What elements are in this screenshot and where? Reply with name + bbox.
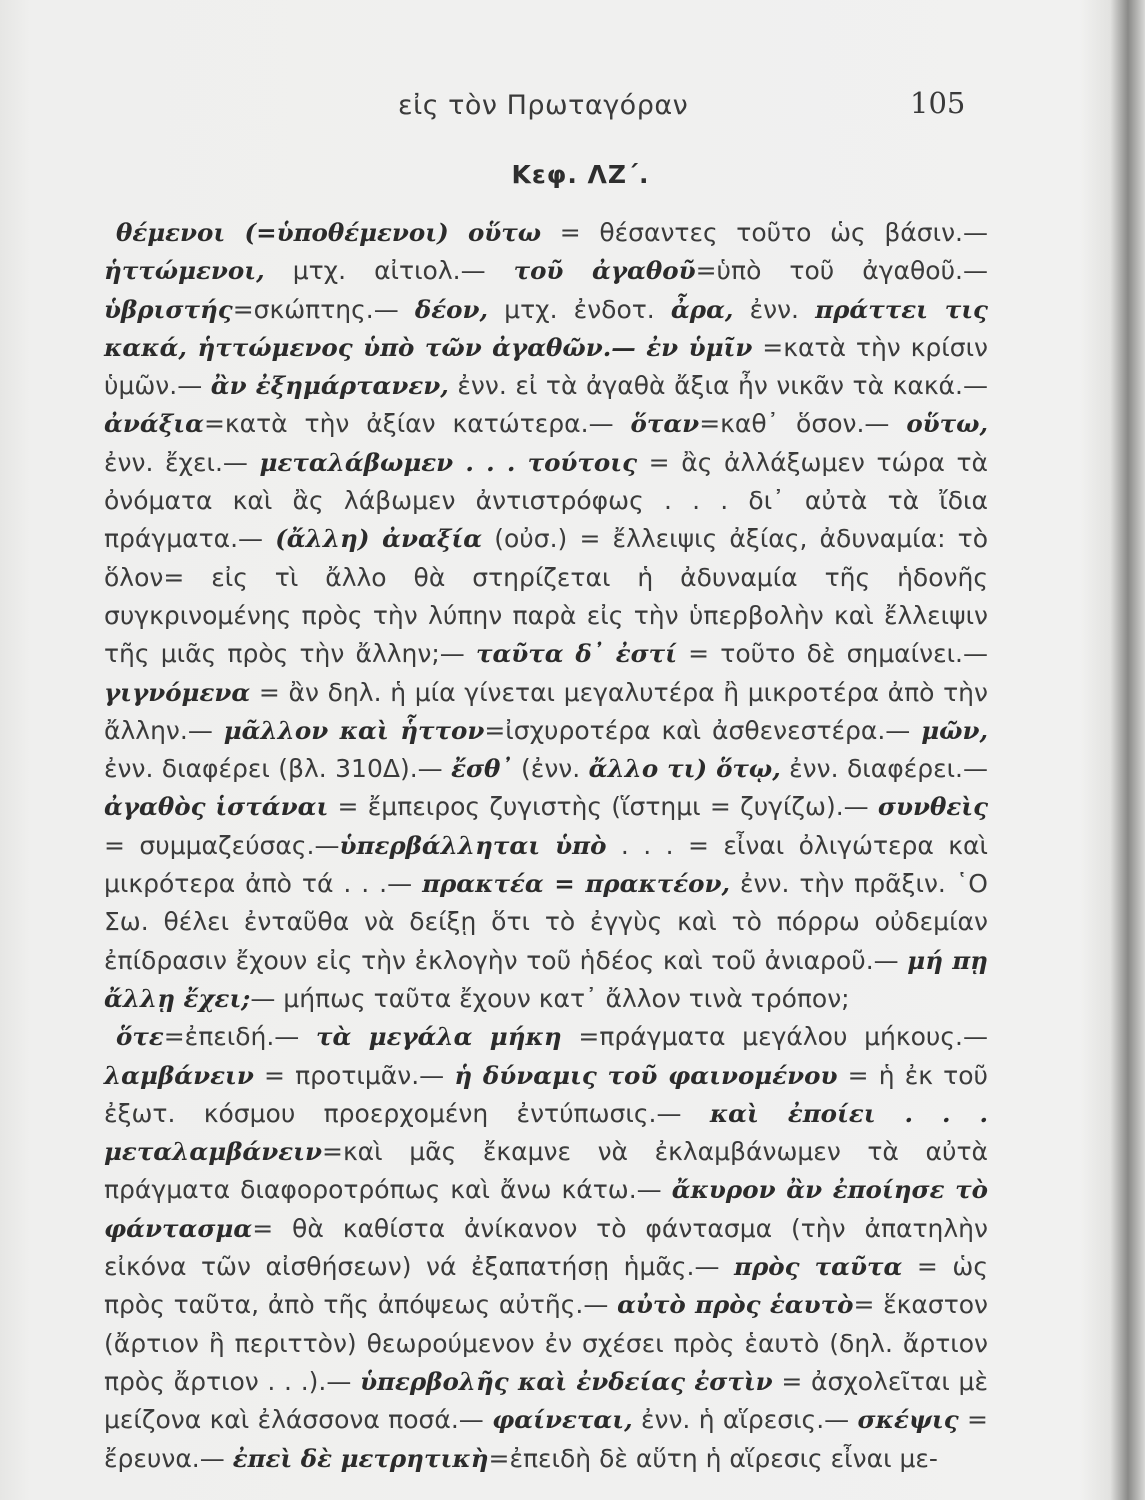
gloss-text: =καὶ μᾶς ἔκαμνε νὰ ἐκλαμβάνωμεν τὰ αὐτὰ πράγματα διαφοροτρόπως καὶ ἄνω κάτω.—	[104, 1137, 988, 1205]
lemma-term: ταῦτα δ᾽ ἐστί	[475, 639, 678, 669]
gloss-text: = ὡς πρὸς ταῦτα, ἀπὸ τῆς ἀπόψεως αὐτῆς.—	[104, 1252, 988, 1320]
gloss-text: = ἀσχολεῖται μὲ μείζονα καὶ ἐλάσσονα ποσά.—	[104, 1366, 988, 1435]
lemma-term: αὐτὸ πρὸς ἑαυτὸ	[617, 1290, 854, 1320]
gloss-text: =ἐπειδή.—	[163, 1022, 317, 1052]
gloss-text: =κατὰ τὴν ἀξίαν κατώτερα.—	[203, 409, 631, 439]
gloss-text: =κατὰ τὴν κρίσιν ὑμῶν.—	[104, 332, 988, 401]
lemma-term: φαίνεται,	[492, 1405, 633, 1435]
lemma-term: ἔσθ᾽	[451, 754, 513, 784]
gloss-text: μτχ. αἰτιολ.—	[264, 256, 514, 286]
gloss-text: — μήπως ταῦτα ἔχουν κατ᾽ ἄλλον τινὰ τρόπον;	[250, 983, 850, 1013]
gloss-text: ἐνν. διαφέρει (βλ. 310Δ).—	[104, 754, 452, 784]
lemma-term: ὅταν	[630, 409, 700, 439]
lemma-term: ἄκυρον ἂν ἐποίησε τὸ φάντασμα	[104, 1175, 988, 1243]
commentary-text	[104, 214, 988, 1478]
lemma-term: πρακτέα = πρακτέον,	[422, 869, 731, 899]
gloss-text: μτχ. ἐνδοτ.	[488, 294, 671, 324]
running-title: εἰς τὸν Πρωταγόραν	[398, 90, 689, 121]
page-number: 105	[910, 86, 966, 120]
lemma-term: ἀγαθὸς ἱστάναι	[104, 792, 329, 822]
gloss-text: = προτιμᾶν.—	[253, 1060, 455, 1090]
gloss-text: ἐνν.	[733, 294, 816, 324]
gloss-text: = θέσαντες τοῦτο ὡς βάσιν.—	[541, 218, 989, 247]
gloss-text: = ἕκαστον (ἄρτιον ἢ περιττὸν) θεωρούμενον ἐν σχέσει πρὸς ἑαυτὸ (δηλ. ἄρτιον πρὸς ἄρτιον . . .).—	[104, 1290, 989, 1396]
lemma-term: τοῦ ἀγαθοῦ	[513, 256, 696, 286]
gloss-text: . . . = εἶναι ὀλιγώτερα καὶ μικρότερα ἀπὸ τά . . .—	[104, 830, 988, 899]
gloss-text: = θὰ καθίστα ἀνίκανον τὸ φάντασμα (τὴν ἀπατηλὴν εἰκόνα τῶν αἰσθήσεων) νά ἐξαπατήσῃ ἡμᾶς.—	[104, 1213, 988, 1282]
gloss-text: = συμμαζεύσας.—	[104, 830, 340, 860]
lemma-term: πράττει τις κακά, ἡττώμενος ὑπὸ τῶν ἀγαθῶν.— ἐν ὑμῖν	[104, 294, 988, 362]
lemma-term: ἡ δύναμις τοῦ φαινομένου	[454, 1060, 838, 1090]
lemma-term: οὕτω,	[906, 409, 988, 439]
gloss-text: = τοῦτο δὲ σημαίνει.—	[677, 639, 988, 669]
paragraph	[104, 214, 988, 1018]
gloss-text: =σκώπτης.—	[232, 294, 415, 324]
gloss-text: =ἐπειδὴ δὲ αὕτη ἡ αἵρεσις εἶναι με-	[488, 1443, 938, 1473]
gloss-text: =καθ᾽ ὅσον.—	[699, 409, 907, 439]
gloss-text: ἐνν. εἰ τὰ ἀγαθὰ ἄξια ἦν νικᾶν τὰ κακά.—	[448, 371, 988, 401]
lemma-term: γιγνόμενα	[104, 677, 251, 707]
lemma-term: (ἄλλη) ἀναξία	[275, 524, 483, 554]
gloss-text: = ἡ ἐκ τοῦ ἐξωτ. κόσμου προερχομένη ἐντύπωσις.—	[104, 1060, 988, 1128]
lemma-term: μῶν,	[921, 715, 988, 745]
gloss-text: = ἔρευνα.—	[104, 1405, 988, 1473]
lemma-term: λαμβάνειν	[104, 1060, 254, 1090]
gloss-text: = ἂν δηλ. ἡ μία γίνεται μεγαλυτέρα ἢ μικροτέρα ἀπὸ τὴν ἄλλην.—	[104, 677, 988, 745]
lemma-term: συνθεὶς	[877, 792, 988, 822]
lemma-term: ὅτε	[116, 1022, 164, 1052]
paragraph	[104, 1018, 988, 1478]
lemma-term: μή πῃ ἄλλῃ ἔχει;	[104, 945, 988, 1013]
lemma-term: θέμενοι (=ὑποθέμενοι) οὕτω	[116, 218, 542, 247]
lemma-term: ἆρα,	[670, 294, 734, 324]
gloss-text: (οὐσ.) = ἔλλειψις ἀξίας, ἀδυναμία: τὸ ὅλον= εἰς τὶ ἄλλο θὰ στηρίζεται ἡ ἀδυναμία τῆς ἡδονῆς συγκρινομένης πρὸς τὴν λύπην παρὰ εἰς τὴν ὑπερβολὴν καὶ ἔλλειψιν τῆς μιᾶς πρὸς τὴν ἄλλην;—	[104, 524, 988, 669]
lemma-term: ὑπερβάλληται ὑπὸ	[339, 830, 607, 860]
gloss-text: =ἰσχυροτέρα καὶ ἀσθενεστέρα.—	[484, 715, 922, 745]
lemma-term: ἂν ἐξημάρτανεν,	[210, 371, 449, 401]
lemma-term: πρὸς ταῦτα	[734, 1252, 903, 1282]
lemma-term: τὰ μεγάλα μήκη	[316, 1022, 562, 1052]
gloss-text: = ἔμπειρος ζυγιστὴς (ἵστημι = ζυγίζω).—	[328, 792, 878, 822]
lemma-term: ὑπερβολῆς καὶ ἐνδείας ἐστὶν	[360, 1366, 773, 1396]
gloss-text: ἐνν. ἡ αἵρεσις.—	[632, 1405, 858, 1435]
lemma-term: δέον,	[414, 294, 489, 324]
gloss-text: ἐνν. ἔχει.—	[104, 447, 260, 477]
chapter-heading: Κεφ. ΛΖ΄.	[511, 160, 650, 189]
gloss-text: =ὑπὸ τοῦ ἀγαθοῦ.—	[695, 256, 988, 286]
gloss-text: ἐνν. τὴν πρᾶξιν. ῾Ο Σω. θέλει ἐνταῦθα νὰ δείξῃ ὅτι τὸ ἐγγὺς καὶ τὸ πόρρω οὐδεμίαν ἐπίδρασιν ἔχουν εἰς τὴν ἐκλογὴν τοῦ ἡδέος καὶ τοῦ ἀνιαροῦ.—	[104, 869, 988, 975]
lemma-term: σκέψις	[857, 1405, 959, 1435]
lemma-term: μᾶλλον καὶ ἧττον	[223, 715, 485, 745]
lemma-term: ὑβριστής	[104, 294, 233, 324]
lemma-term: ἀνάξια	[104, 409, 204, 439]
gloss-text: (ἐνν.	[512, 754, 589, 784]
lemma-term: μεταλάβωμεν . . . τούτοις	[259, 447, 638, 477]
lemma-term: ἄλλο τι) ὅτῳ,	[588, 754, 781, 784]
lemma-term: ἐπεὶ δὲ μετρητικὴ	[232, 1443, 489, 1473]
gloss-text: =πράγματα μεγάλου μήκους.—	[561, 1022, 988, 1052]
gloss-text: = ἂς ἀλλάξωμεν τώρα τὰ ὀνόματα καὶ ἂς λάβωμεν ἀντιστρόφως . . . δι᾽ αὐτὰ τὰ ἴδια πράγματα.—	[104, 447, 988, 554]
lemma-term: ἡττώμενοι,	[104, 256, 265, 286]
gloss-text: ἐνν. διαφέρει.—	[780, 754, 988, 784]
lemma-term: καὶ ἐποίει . . . μεταλαμβάνειν	[104, 1098, 988, 1167]
running-head	[0, 82, 1145, 132]
